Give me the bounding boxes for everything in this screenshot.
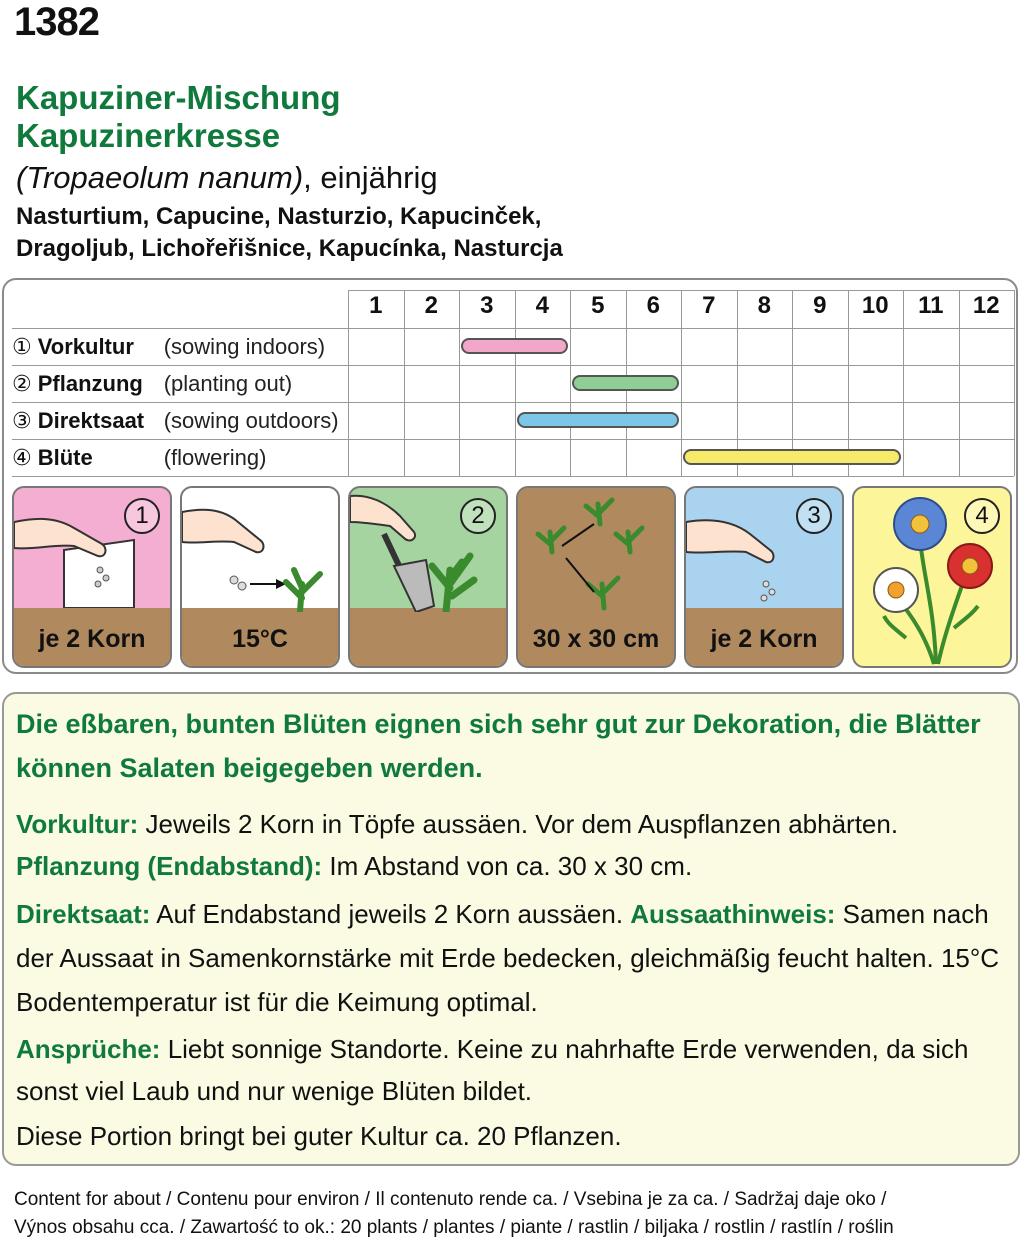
month-label: 9 <box>813 292 827 319</box>
description-intro: Die eßbaren, bunten Blüten eignen sich sehr gut zur Dekoration, die Blätter können Salaten beigegeben werden. <box>16 709 981 783</box>
ansprueche-text: Liebt sonnige Standorte. Keine zu nahrhafte Erde verwenden, da sich sonst viel Laub und nur wenige Blüten bildet. <box>16 1034 969 1106</box>
calendar-row-label <box>12 441 266 475</box>
calendar-bar <box>461 338 568 354</box>
month-label: 11 <box>918 292 944 319</box>
grid-hline <box>12 365 1014 366</box>
grid-hline <box>12 328 1014 329</box>
step-number-badge: 1 <box>124 498 160 534</box>
pictogram <box>684 486 844 668</box>
row-label-en: (sowing outdoors) <box>163 408 339 433</box>
row-number: ③ <box>12 408 32 433</box>
calendar-bar <box>517 412 680 428</box>
direktsaat-paragraph <box>16 892 1006 1024</box>
calendar-row-label <box>12 330 325 364</box>
month-label: 6 <box>646 292 660 319</box>
ansprueche-paragraph <box>16 1028 1006 1112</box>
row-label-de: Blüte <box>37 445 93 470</box>
aussaat-label: Aussaathinweis: <box>630 899 836 929</box>
month-label: 1 <box>369 292 383 319</box>
grid-hline <box>12 402 1014 403</box>
latin-name: (Tropaeolum nanum) <box>16 160 304 195</box>
direktsaat-label: Direktsaat: <box>16 899 151 929</box>
row-number: ④ <box>12 445 32 470</box>
pflanzung-paragraph <box>16 846 1006 886</box>
product-number: 1382 <box>14 0 99 44</box>
step-number-badge: 4 <box>964 498 1000 534</box>
footer-line-2: Výnos obsahu cca. / Zawartość to ok.: 20 plants / plantes / piante / rastlin / biljaka / rostlin / rastlín / roślin <box>14 1217 894 1238</box>
latin-suffix: , einjährig <box>303 160 438 195</box>
latin-name-line <box>16 160 438 196</box>
pictogram <box>852 486 1012 668</box>
title-line-2: Kapuzinerkresse <box>16 117 281 154</box>
month-label: 12 <box>972 292 1000 319</box>
ansprueche-label: Ansprüche: <box>16 1034 161 1064</box>
calendar-bar <box>683 449 901 465</box>
row-label-de: Pflanzung <box>37 371 143 396</box>
pictogram-caption: 30 x 30 cm <box>532 625 660 653</box>
direktsaat-text: Auf Endabstand jeweils 2 Korn aussäen. <box>150 899 631 929</box>
title-line-1: Kapuziner-Mischung <box>16 79 341 116</box>
month-label: 10 <box>861 292 889 319</box>
row-label-de: Vorkultur <box>37 334 134 359</box>
pflanzung-text: Im Abstand von ca. 30 x 30 cm. <box>322 851 693 881</box>
calendar-row-label <box>12 367 292 401</box>
step-number-badge: 2 <box>460 498 496 534</box>
month-label: 5 <box>591 292 605 319</box>
row-number: ① <box>12 334 32 359</box>
month-label: 2 <box>424 292 438 319</box>
month-label: 4 <box>535 292 549 319</box>
row-label-en: (planting out) <box>163 371 293 396</box>
grid-vline <box>1014 290 1015 476</box>
common-names-line-1: Nasturtium, Capucine, Nasturzio, Kapucinček, <box>16 203 542 230</box>
pictogram-caption: 15°C <box>232 625 288 653</box>
pflanzung-label: Pflanzung (Endabstand): <box>16 851 323 881</box>
pictogram <box>516 486 676 668</box>
common-names-line-2: Dragoljub, Lichořeřišnice, Kapucínka, Nasturcja <box>16 235 563 262</box>
pictogram <box>348 486 508 668</box>
grid-hline <box>12 476 1014 477</box>
vorkultur-label: Vorkultur: <box>16 809 139 839</box>
row-number: ② <box>12 371 32 396</box>
vorkultur-paragraph <box>16 804 1006 844</box>
aussaat-text: Samen nach der Aussaat in Samenkornstärke mit Erde bedecken, gleichmäßig feucht halten. 15°C Bodentemperatur ist für die Keimung optimal. <box>16 899 1000 1017</box>
pictogram <box>180 486 340 668</box>
pictogram-caption: je 2 Korn <box>38 625 146 653</box>
soil-band <box>350 608 506 666</box>
grid-hline <box>12 439 1014 440</box>
step-number-badge: 3 <box>796 498 832 534</box>
vorkultur-text: Jeweils 2 Korn in Töpfe aussäen. Vor dem Auspflanzen abhärten. <box>138 809 899 839</box>
grid-hline <box>348 290 1014 291</box>
footer <box>14 1186 1014 1242</box>
calendar-row-label <box>12 404 339 438</box>
footer-line-1: Content for about / Contenu pour environ / Il contenuto rende ca. / Vsebina je za ca. / Sadržaj daje oko / <box>14 1189 887 1210</box>
month-label: 8 <box>757 292 771 319</box>
portion-text: Diese Portion bringt bei guter Kultur ca. 20 Pflanzen. <box>16 1121 622 1151</box>
month-label: 7 <box>702 292 716 319</box>
row-label-en: (sowing indoors) <box>163 334 326 359</box>
row-label-en: (flowering) <box>163 445 267 470</box>
pictogram <box>12 486 172 668</box>
row-label-de: Direktsaat <box>37 408 145 433</box>
month-label: 3 <box>480 292 494 319</box>
pictogram-caption: je 2 Korn <box>710 625 818 653</box>
calendar-bar <box>572 375 679 391</box>
